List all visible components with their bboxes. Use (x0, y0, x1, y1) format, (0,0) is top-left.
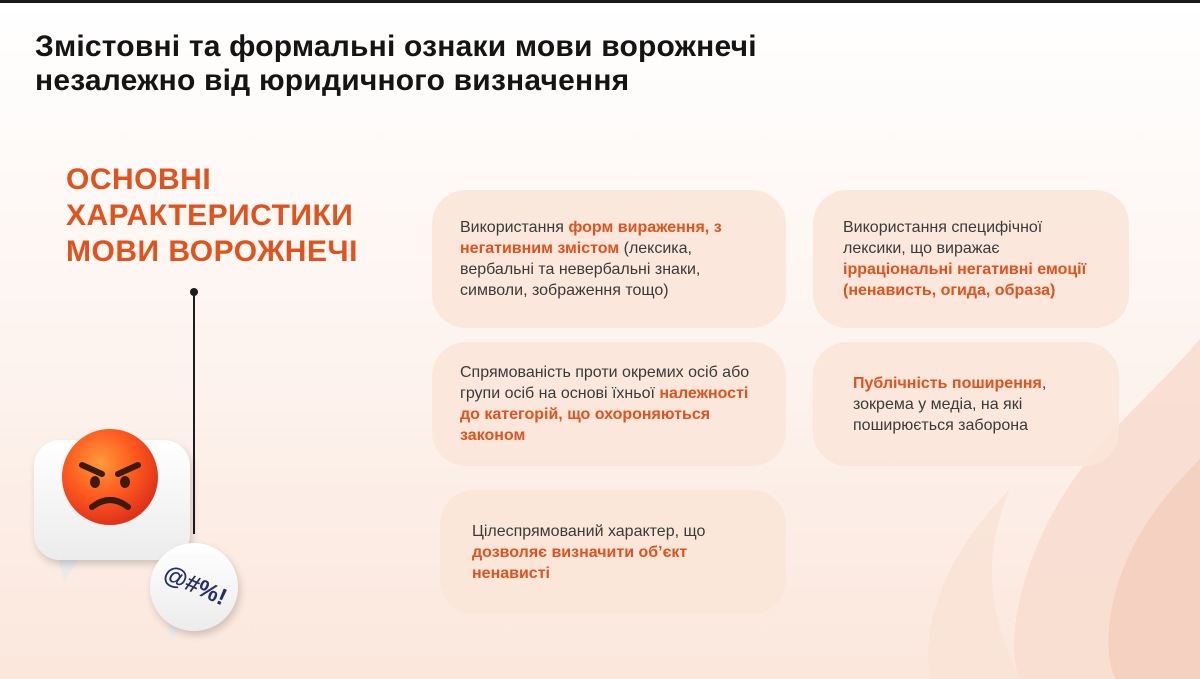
characteristic-card-targeting-groups (432, 342, 786, 466)
characteristic-card-purposeful-nature (440, 490, 786, 614)
card-text (853, 373, 1097, 436)
slide-title-line: Змістовні та формальні ознаки мови ворожнечі (35, 30, 757, 63)
card-text (843, 217, 1107, 301)
characteristic-card-public-dissemination (813, 342, 1119, 466)
card-text-highlight: Публічність поширення (853, 374, 1042, 392)
connector-line (193, 292, 195, 534)
card-text-plain: Використання специфічної лексики, що виражає (843, 219, 1043, 257)
section-heading-line: ХАРАКТЕРИСТИКИ (66, 199, 354, 232)
card-text-plain: , зокрема у медіа, на які поширюється заборона (853, 374, 1047, 434)
card-text (460, 362, 762, 446)
card-text-plain: Спрямованість проти окремих осіб або групи осіб на основі їхньої (460, 364, 750, 402)
top-divider (0, 0, 1200, 3)
card-text (472, 521, 762, 584)
card-text-highlight: форм вираження, з негативним змістом (460, 219, 722, 257)
card-text-highlight: ірраціональні негативні емоції (ненависть, огида, образа) (843, 261, 1087, 299)
slide-title-line: незалежно від юридичного визначення (35, 64, 630, 97)
slide-title (35, 30, 935, 98)
card-text-plain: Використання (460, 219, 569, 236)
card-text-highlight: належності до категорій, що охороняються законом (460, 385, 749, 444)
angry-face-icon (60, 427, 160, 527)
card-text-highlight: дозволяє визначити об’єкт ненависті (472, 543, 688, 582)
section-heading (66, 162, 406, 270)
section-heading-line: ОСНОВНІ (66, 163, 212, 196)
card-text (460, 217, 762, 301)
card-text-plain: (лексика, вербальні та невербальні знаки, символи, зображення тощо) (460, 240, 701, 299)
symbols-text: @#%! (159, 559, 231, 612)
characteristic-card-irrational-emotions (813, 190, 1129, 328)
section-heading-line: МОВИ ВОРОЖНЕЧІ (66, 235, 358, 268)
characteristic-card-forms-of-expression (432, 190, 786, 328)
card-text-plain: Цілеспрямований характер, що (472, 522, 706, 540)
